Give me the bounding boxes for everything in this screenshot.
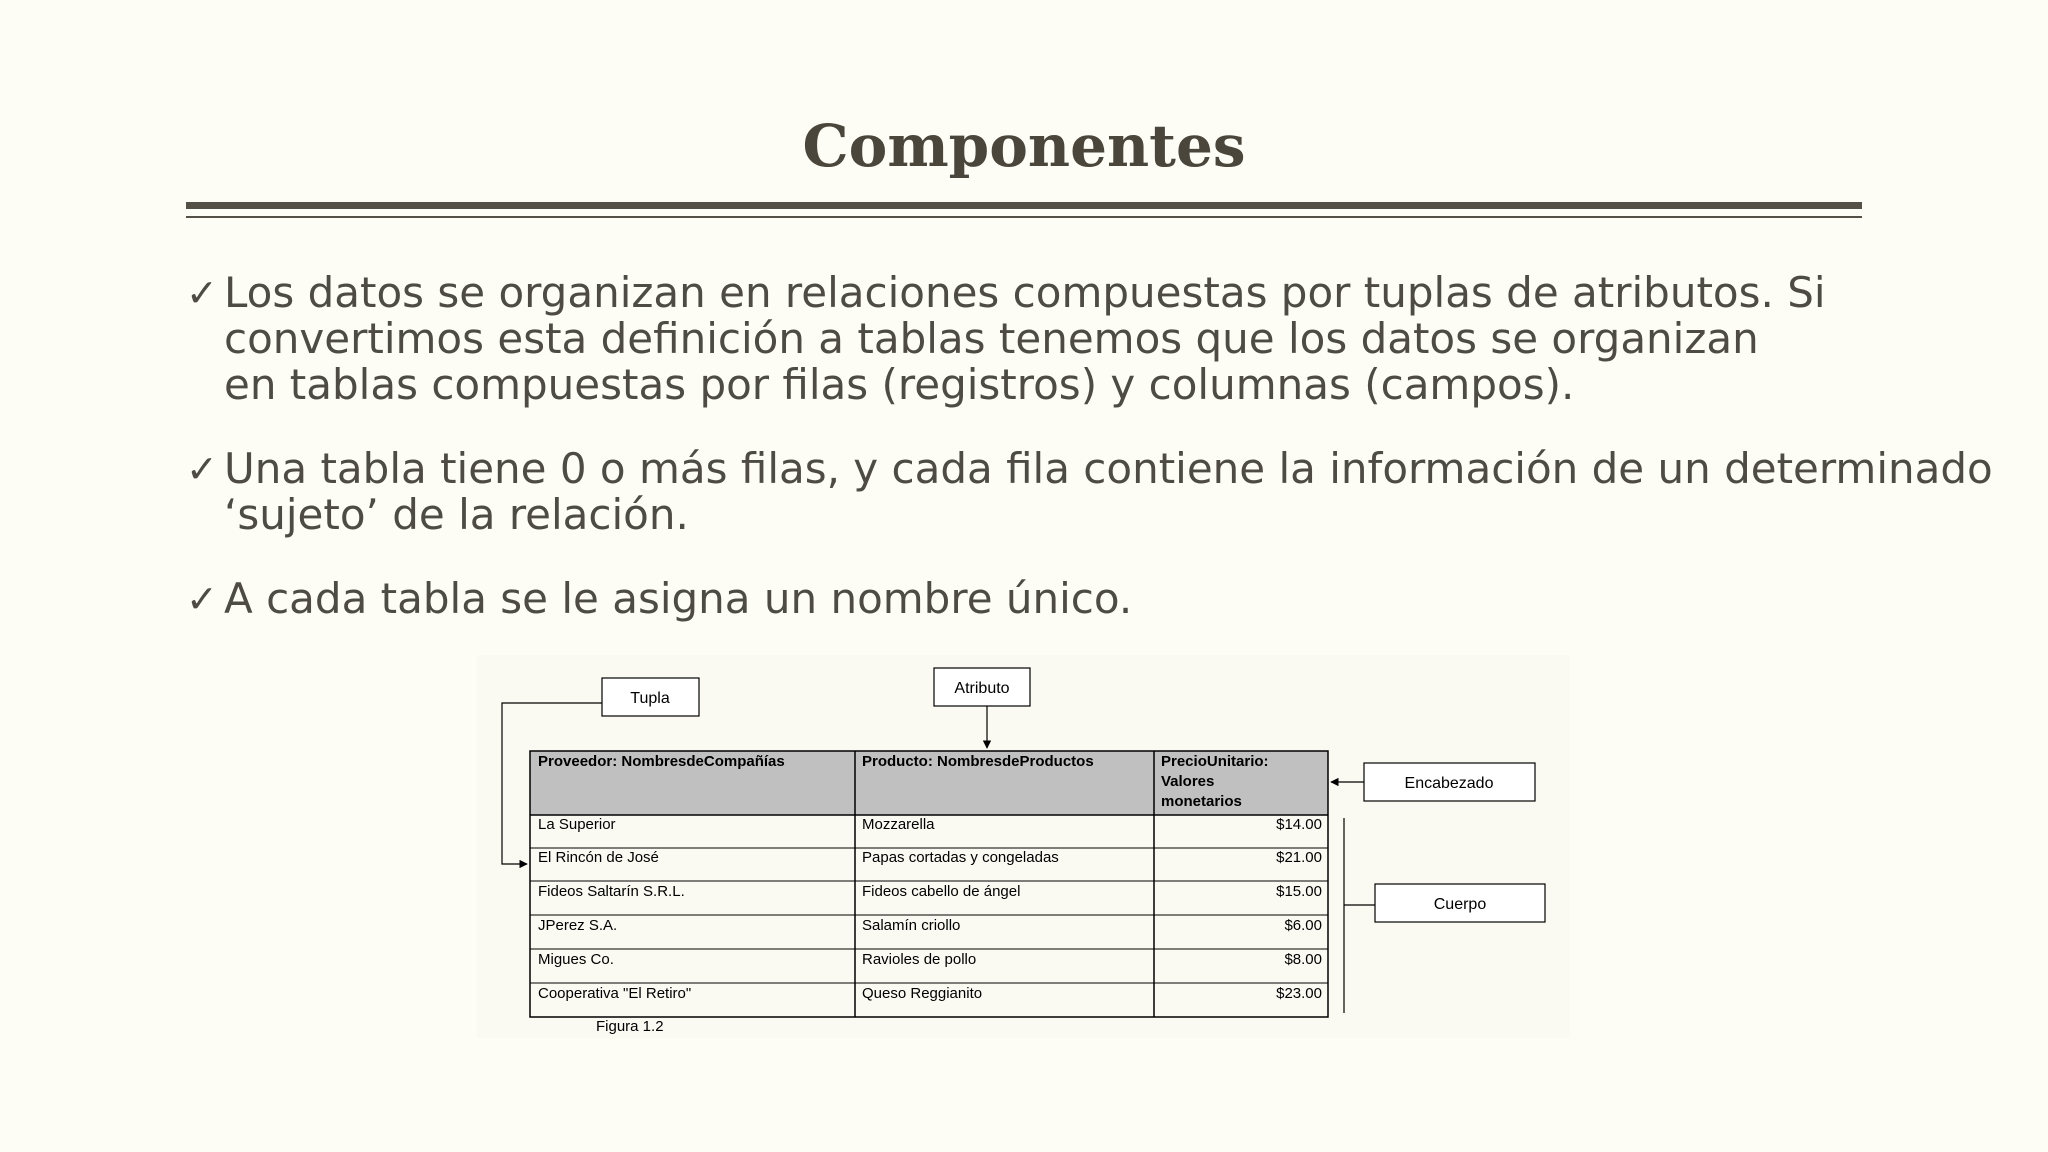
checkmark-icon: ✓ bbox=[186, 577, 218, 621]
bullet-line: Una tabla tiene 0 o más filas, y cada fila contiene la información de un determinado bbox=[224, 444, 1993, 493]
cell-precio: $8.00 bbox=[1284, 951, 1322, 968]
bullet-line: A cada tabla se le asigna un nombre único. bbox=[224, 574, 1133, 623]
bullet-line: convertimos esta definición a tablas tenemos que los datos se organizan bbox=[224, 314, 1759, 363]
bullet-item bbox=[186, 270, 1876, 408]
cell-proveedor: Fideos Saltarín S.R.L. bbox=[538, 883, 685, 900]
header-col-precio: PrecioUnitario: bbox=[1161, 753, 1269, 770]
table-row bbox=[538, 985, 1322, 1002]
figure-caption: Figura 1.2 bbox=[596, 1018, 664, 1035]
cell-proveedor: Cooperativa "El Retiro" bbox=[538, 985, 692, 1002]
cell-proveedor: El Rincón de José bbox=[538, 849, 659, 866]
cell-proveedor: JPerez S.A. bbox=[538, 917, 618, 934]
cell-proveedor: Migues Co. bbox=[538, 951, 614, 968]
cell-precio: $21.00 bbox=[1276, 849, 1322, 866]
checkmark-icon: ✓ bbox=[186, 447, 218, 491]
bullet-line: Los datos se organizan en relaciones compuestas por tuplas de atributos. Si bbox=[224, 268, 1826, 317]
checkmark-icon: ✓ bbox=[186, 271, 218, 315]
tupla-label: Tupla bbox=[630, 690, 670, 707]
cell-producto: Queso Reggianito bbox=[862, 985, 983, 1002]
cell-producto: Fideos cabello de ángel bbox=[862, 883, 1021, 900]
bullet-item bbox=[186, 576, 1876, 622]
title-rule-thin bbox=[186, 216, 1862, 218]
cell-producto: Mozzarella bbox=[862, 816, 935, 833]
cell-proveedor: La Superior bbox=[538, 816, 616, 833]
cell-precio: $14.00 bbox=[1276, 816, 1322, 833]
cell-producto: Ravioles de pollo bbox=[862, 951, 977, 968]
cuerpo-label: Cuerpo bbox=[1433, 896, 1487, 913]
atributo-label: Atributo bbox=[954, 680, 1010, 697]
header-col-precio: monetarios bbox=[1161, 793, 1242, 810]
slide-title: Componentes bbox=[802, 112, 1246, 180]
encabezado-label: Encabezado bbox=[1404, 775, 1494, 792]
header-col-precio: Valores bbox=[1161, 773, 1215, 790]
cell-precio: $6.00 bbox=[1284, 917, 1322, 934]
bullet-line: en tablas compuestas por filas (registros) y columnas (campos). bbox=[224, 360, 1575, 409]
header-col-producto: Producto: NombresdeProductos bbox=[862, 753, 1094, 770]
cell-precio: $23.00 bbox=[1276, 985, 1322, 1002]
title-rule-thick bbox=[186, 202, 1862, 209]
cell-producto: Papas cortadas y congeladas bbox=[862, 849, 1059, 866]
bullet-item bbox=[186, 444, 1993, 539]
cell-producto: Salamín criollo bbox=[862, 917, 961, 934]
relation-figure bbox=[477, 655, 1570, 1038]
table-row bbox=[538, 883, 1322, 900]
bullet-line: ‘sujeto’ de la relación. bbox=[224, 490, 689, 539]
table-row bbox=[538, 849, 1322, 866]
table-row bbox=[538, 816, 1322, 833]
table-row bbox=[538, 917, 1322, 934]
header-col-proveedor: Proveedor: NombresdeCompañías bbox=[538, 753, 785, 770]
table-row bbox=[538, 951, 1322, 968]
bullet-list bbox=[186, 268, 1993, 660]
cell-precio: $15.00 bbox=[1276, 883, 1322, 900]
